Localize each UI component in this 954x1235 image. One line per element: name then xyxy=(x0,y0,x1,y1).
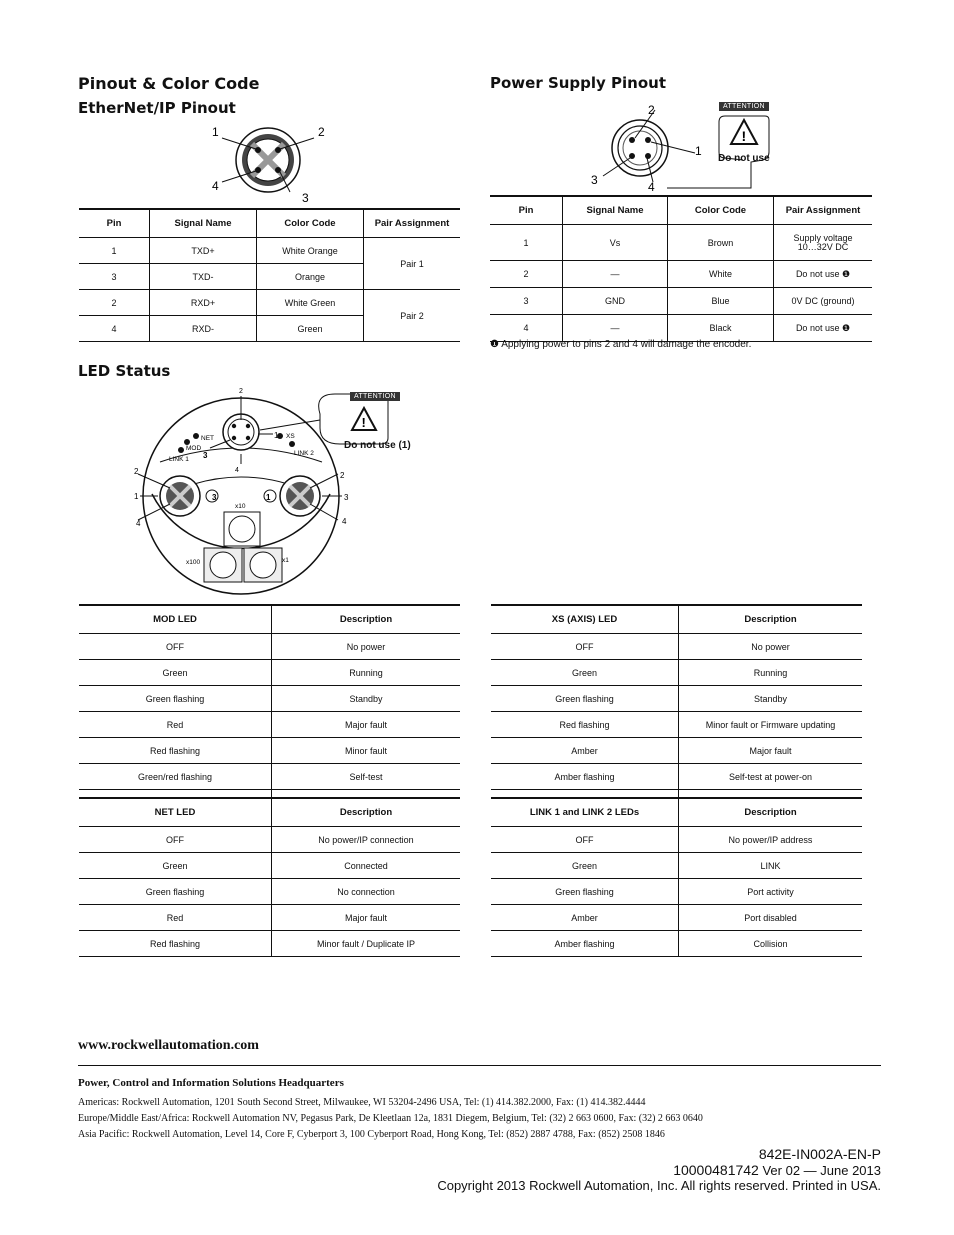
svg-text:3: 3 xyxy=(203,451,208,460)
ethernet-pinout-heading: EtherNet/IP Pinout xyxy=(78,99,236,117)
power-connector-diagram xyxy=(585,100,785,192)
hq-heading: Power, Control and Information Solutions Headquarters xyxy=(78,1077,344,1089)
pwr-pin-3-label: 3 xyxy=(591,173,598,187)
link-led-table: LINK 1 and LINK 2 LEDs Description OFF No power/IP address Green LINK Green flashing Port activity Amber Port disabled Amber flashing Collision xyxy=(491,797,862,957)
svg-text:4: 4 xyxy=(342,517,347,526)
table-row: Red flashing Minor fault xyxy=(79,738,460,764)
pwr-pin-1-label: 1 xyxy=(695,144,702,158)
x10-dial-label: x10 xyxy=(235,503,246,510)
table-row: Red flashing Minor fault / Duplicate IP xyxy=(79,931,460,957)
table-row: 2 — White Do not use ❶ xyxy=(490,261,872,288)
xs-led-label: XS xyxy=(286,433,295,440)
table-row: OFF No power xyxy=(79,634,460,660)
table-row: Amber Major fault xyxy=(491,738,862,764)
table-row: 4 — Black Do not use ❶ xyxy=(490,315,872,342)
table-row: Green Running xyxy=(491,660,862,686)
power-footnote: ❶ Applying power to pins 2 and 4 will damage the encoder. xyxy=(490,339,752,350)
table-row: Amber Port disabled xyxy=(491,905,862,931)
pwr-pin-4-label: 4 xyxy=(648,180,655,192)
apac-address: Asia Pacific: Rockwell Automation, Level 14, Core F, Cyberport 3, 100 Cyberport Road, Hong Kong, Tel: (852) 2887 4788, Fax: (852) 2508 1846 xyxy=(78,1129,665,1140)
svg-text:2: 2 xyxy=(340,471,345,480)
pwr-pin-2-label: 2 xyxy=(648,103,655,117)
svg-text:1: 1 xyxy=(266,493,271,502)
svg-text:3: 3 xyxy=(344,493,349,502)
table-row: Green flashing Standby xyxy=(491,686,862,712)
x1-dial-label: x1 xyxy=(282,557,289,564)
copyright: Copyright 2013 Rockwell Automation, Inc. All rights reserved. Printed in USA. xyxy=(437,1178,881,1193)
table-row: Green Connected xyxy=(79,853,460,879)
table-row: 2 RXD+ White Green Pair 2 xyxy=(79,290,460,316)
doc-info xyxy=(437,1146,881,1193)
svg-text:4: 4 xyxy=(136,519,141,528)
eth-pin-4-label: 4 xyxy=(212,179,219,193)
footer-divider xyxy=(78,1065,881,1066)
table-row: Green/red flashing Self-test xyxy=(79,764,460,790)
led-attention-label: ATTENTION xyxy=(350,392,400,401)
americas-address: Americas: Rockwell Automation, 1201 South Second Street, Milwaukee, WI 53204-2496 USA, Tel: (1) 414.382.2000, Fax: (1) 414.382.4444 xyxy=(78,1097,646,1108)
table-row: Green flashing No connection xyxy=(79,879,460,905)
xs-led-table: XS (AXIS) LED Description OFF No power Green Running Green flashing Standby Red flashing Minor fault or Firmware updating Amber Major fault Amber flashing Self-test at power-on xyxy=(491,604,862,798)
col-pin: Pin xyxy=(79,209,150,238)
mod-led-label: MOD xyxy=(186,445,202,452)
x100-dial-label: x100 xyxy=(186,559,201,566)
ethernet-connector-diagram xyxy=(200,120,340,205)
emea-address: Europe/Middle East/Africa: Rockwell Automation NV, Pegasus Park, De Kleetlaan 12a, 1831 Diegem, Belgium, Tel: (32) 2 663 0600, Fax: (32) 2 663 0640 xyxy=(78,1113,703,1124)
table-row: Amber flashing Self-test at power-on xyxy=(491,764,862,790)
svg-text:1: 1 xyxy=(274,431,279,440)
pair-cell: Pair 1 xyxy=(364,238,461,290)
power-pinout-heading: Power Supply Pinout xyxy=(490,74,667,92)
table-row: Red flashing Minor fault or Firmware updating xyxy=(491,712,862,738)
table-row: Green LINK xyxy=(491,853,862,879)
table-row: 3 GND Blue 0V DC (ground) xyxy=(490,288,872,315)
col-pair: Pair Assignment xyxy=(364,209,461,238)
doc-version: 10000481742 Ver 02 — June 2013 xyxy=(673,1162,881,1178)
net-led-table: NET LED Description OFF No power/IP connection Green Connected Green flashing No connection Red Major fault Red flashing Minor fault / Duplicate IP xyxy=(79,797,460,957)
page-title: Pinout & Color Code xyxy=(78,74,260,93)
mod-led-table: MOD LED Description OFF No power Green Running Green flashing Standby Red Major fault Red flashing Minor fault Green/red flashing Self-test xyxy=(79,604,460,798)
col-signal: Signal Name xyxy=(150,209,257,238)
table-row: Green Running xyxy=(79,660,460,686)
eth-pin-3-label: 3 xyxy=(302,191,309,205)
power-attention-label: ATTENTION xyxy=(719,102,769,111)
website-link[interactable]: www.rockwellautomation.com xyxy=(78,1038,259,1053)
link1-led-label: LINK 1 xyxy=(169,456,189,463)
table-row: Green flashing Port activity xyxy=(491,879,862,905)
eth-pin-2-label: 2 xyxy=(318,125,325,139)
col-color: Color Code xyxy=(257,209,364,238)
power-pinout-table: Pin Signal Name Color Code Pair Assignment 1 Vs Brown Supply voltage 10…32V DC 2 — White Do not use ❶ 3 GND Blue 0V DC (ground) 4 — Black Do not use ❶ xyxy=(490,195,872,342)
table-row: OFF No power xyxy=(491,634,862,660)
svg-text:!: ! xyxy=(361,415,366,430)
svg-text:4: 4 xyxy=(235,467,239,474)
power-do-not-use: Do not use xyxy=(718,153,770,164)
table-row: 3 TXD- Orange xyxy=(79,264,460,290)
link2-led-label: LINK 2 xyxy=(294,450,314,457)
table-row: 1 TXD+ White Orange Pair 1 xyxy=(79,238,460,264)
ethernet-pinout-table xyxy=(79,208,460,342)
svg-text:2: 2 xyxy=(239,388,243,395)
pair-cell: Pair 2 xyxy=(364,290,461,342)
table-row: 1 Vs Brown Supply voltage 10…32V DC xyxy=(490,225,872,261)
svg-text:2: 2 xyxy=(134,467,139,476)
svg-text:3: 3 xyxy=(212,493,217,502)
table-row: Red Major fault xyxy=(79,712,460,738)
doc-id: 842E-IN002A-EN-P xyxy=(758,1146,881,1162)
eth-pin-1-label: 1 xyxy=(212,125,219,139)
table-row: Green flashing Standby xyxy=(79,686,460,712)
table-row: OFF No power/IP address xyxy=(491,827,862,853)
svg-text:1: 1 xyxy=(134,492,139,501)
table-row: OFF No power/IP connection xyxy=(79,827,460,853)
net-led-label: NET xyxy=(201,435,214,442)
led-status-heading: LED Status xyxy=(78,362,171,380)
led-device-diagram xyxy=(130,384,390,604)
svg-text:!: ! xyxy=(741,128,747,144)
table-row: Red Major fault xyxy=(79,905,460,931)
led-do-not-use: Do not use (1) xyxy=(344,440,411,451)
table-row: Amber flashing Collision xyxy=(491,931,862,957)
table-row: 4 RXD- Green xyxy=(79,316,460,342)
